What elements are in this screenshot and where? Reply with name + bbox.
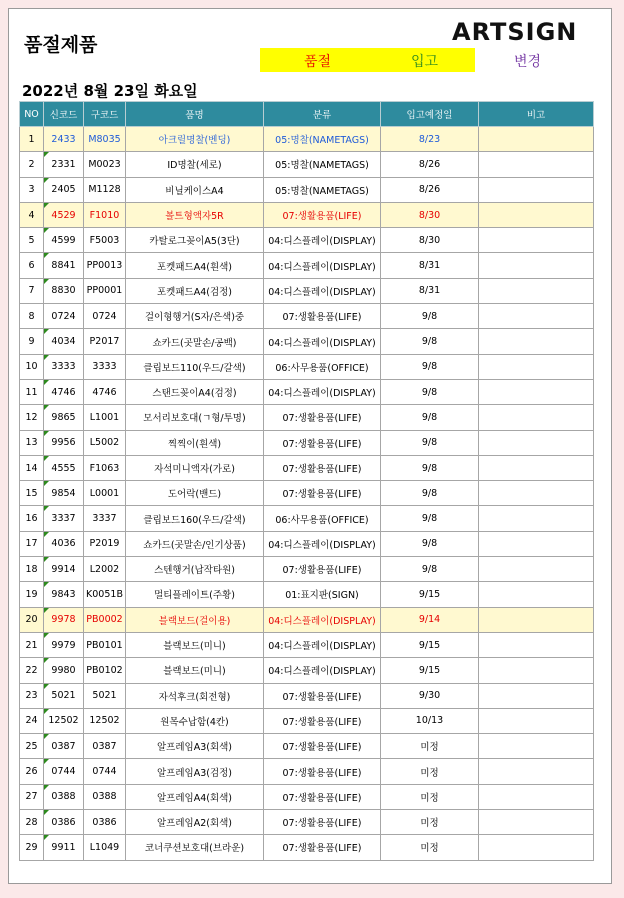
cell-no: 16 bbox=[20, 506, 44, 531]
cell-category: 07:생활용품(LIFE) bbox=[264, 759, 381, 784]
cell-category: 04:디스플레이(DISPLAY) bbox=[264, 379, 381, 404]
cell-category: 06:사무용품(OFFICE) bbox=[264, 354, 381, 379]
col-header-note: 비고 bbox=[479, 102, 594, 127]
cell-old-code: PB0101 bbox=[84, 632, 126, 657]
cell-product-name: 원목수납함(4칸) bbox=[126, 708, 264, 733]
cell-note bbox=[479, 607, 594, 632]
cell-old-code: L0001 bbox=[84, 481, 126, 506]
cell-old-code: 0744 bbox=[84, 759, 126, 784]
cell-note bbox=[479, 405, 594, 430]
cell-eta: 8/31 bbox=[381, 278, 479, 303]
cell-new-code: 0744 bbox=[44, 759, 84, 784]
cell-no: 14 bbox=[20, 455, 44, 480]
cell-old-code: P2019 bbox=[84, 531, 126, 556]
cell-product-name: 알프레임A2(회색) bbox=[126, 810, 264, 835]
cell-old-code: 0388 bbox=[84, 784, 126, 809]
legend-incoming: 입고 bbox=[411, 54, 439, 70]
cell-note bbox=[479, 531, 594, 556]
cell-no: 3 bbox=[20, 177, 44, 202]
cell-old-code: K0051B bbox=[84, 582, 126, 607]
cell-eta: 미정 bbox=[381, 734, 479, 759]
col-header-category: 분류 bbox=[264, 102, 381, 127]
cell-product-name: 알프레임A4(회색) bbox=[126, 784, 264, 809]
cell-eta: 8/23 bbox=[381, 127, 479, 152]
cell-category: 07:생활용품(LIFE) bbox=[264, 405, 381, 430]
cell-no: 18 bbox=[20, 557, 44, 582]
table-row bbox=[20, 405, 594, 430]
cell-product-name: 포켓패드A4(흰색) bbox=[126, 253, 264, 278]
cell-product-name: 멀티플레이트(주황) bbox=[126, 582, 264, 607]
col-header-product-name: 품명 bbox=[126, 102, 264, 127]
cell-category: 07:생활용품(LIFE) bbox=[264, 455, 381, 480]
cell-note bbox=[479, 430, 594, 455]
cell-new-code: 4555 bbox=[44, 455, 84, 480]
table-row bbox=[20, 430, 594, 455]
cell-new-code: 0388 bbox=[44, 784, 84, 809]
cell-category: 04:디스플레이(DISPLAY) bbox=[264, 607, 381, 632]
cell-eta: 9/8 bbox=[381, 506, 479, 531]
cell-note bbox=[479, 202, 594, 227]
cell-note bbox=[479, 734, 594, 759]
cell-new-code: 2331 bbox=[44, 152, 84, 177]
cell-no: 4 bbox=[20, 202, 44, 227]
cell-old-code: M8035 bbox=[84, 127, 126, 152]
cell-eta: 9/30 bbox=[381, 683, 479, 708]
cell-category: 05:명찰(NAMETAGS) bbox=[264, 177, 381, 202]
cell-category: 07:생활용품(LIFE) bbox=[264, 557, 381, 582]
cell-new-code: 3333 bbox=[44, 354, 84, 379]
cell-old-code: L1049 bbox=[84, 835, 126, 860]
cell-eta: 10/13 bbox=[381, 708, 479, 733]
cell-category: 07:생활용품(LIFE) bbox=[264, 202, 381, 227]
cell-old-code: L1001 bbox=[84, 405, 126, 430]
cell-product-name: 블랙보드(걸이용) bbox=[126, 607, 264, 632]
table-row bbox=[20, 734, 594, 759]
cell-old-code: PP0013 bbox=[84, 253, 126, 278]
cell-note bbox=[479, 582, 594, 607]
table-row bbox=[20, 810, 594, 835]
table-row bbox=[20, 455, 594, 480]
cell-old-code: 4746 bbox=[84, 379, 126, 404]
cell-new-code: 9979 bbox=[44, 632, 84, 657]
table-row bbox=[20, 354, 594, 379]
cell-no: 5 bbox=[20, 228, 44, 253]
cell-note bbox=[479, 127, 594, 152]
cell-eta: 미정 bbox=[381, 759, 479, 784]
cell-note bbox=[479, 683, 594, 708]
cell-old-code: 5021 bbox=[84, 683, 126, 708]
cell-no: 17 bbox=[20, 531, 44, 556]
cell-no: 27 bbox=[20, 784, 44, 809]
report-date: 2022년 8월 23일 화요일 bbox=[22, 82, 198, 100]
cell-product-name: 볼트형액자5R bbox=[126, 202, 264, 227]
legend-changed: 변경 bbox=[514, 54, 542, 70]
cell-no: 25 bbox=[20, 734, 44, 759]
table-row bbox=[20, 329, 594, 354]
cell-new-code: 9914 bbox=[44, 557, 84, 582]
cell-old-code: P2017 bbox=[84, 329, 126, 354]
cell-new-code: 5021 bbox=[44, 683, 84, 708]
cell-note bbox=[479, 455, 594, 480]
cell-note bbox=[479, 278, 594, 303]
cell-product-name: 알프레임A3(검정) bbox=[126, 759, 264, 784]
cell-no: 20 bbox=[20, 607, 44, 632]
cell-old-code: F5003 bbox=[84, 228, 126, 253]
table-row bbox=[20, 202, 594, 227]
cell-eta: 미정 bbox=[381, 810, 479, 835]
cell-new-code: 8830 bbox=[44, 278, 84, 303]
cell-note bbox=[479, 481, 594, 506]
cell-no: 10 bbox=[20, 354, 44, 379]
cell-note bbox=[479, 632, 594, 657]
table-row bbox=[20, 379, 594, 404]
cell-category: 07:생활용품(LIFE) bbox=[264, 430, 381, 455]
table-row bbox=[20, 759, 594, 784]
table-row bbox=[20, 127, 594, 152]
table-row bbox=[20, 683, 594, 708]
cell-category: 04:디스플레이(DISPLAY) bbox=[264, 329, 381, 354]
cell-eta: 9/8 bbox=[381, 304, 479, 329]
cell-eta: 8/30 bbox=[381, 228, 479, 253]
cell-no: 13 bbox=[20, 430, 44, 455]
cell-old-code: L5002 bbox=[84, 430, 126, 455]
cell-new-code: 4529 bbox=[44, 202, 84, 227]
cell-new-code: 9865 bbox=[44, 405, 84, 430]
cell-old-code: 0724 bbox=[84, 304, 126, 329]
cell-eta: 8/31 bbox=[381, 253, 479, 278]
table-row bbox=[20, 557, 594, 582]
cell-note bbox=[479, 228, 594, 253]
cell-product-name: 쇼카드(곳말손/공백) bbox=[126, 329, 264, 354]
cell-no: 2 bbox=[20, 152, 44, 177]
table-row bbox=[20, 177, 594, 202]
cell-product-name: 클립보드110(우드/갈색) bbox=[126, 354, 264, 379]
cell-note bbox=[479, 810, 594, 835]
cell-old-code: 0387 bbox=[84, 734, 126, 759]
col-header-eta: 입고예정일 bbox=[381, 102, 479, 127]
cell-product-name: 코너쿠션보호대(브라운) bbox=[126, 835, 264, 860]
cell-new-code: 0387 bbox=[44, 734, 84, 759]
cell-eta: 미정 bbox=[381, 835, 479, 860]
cell-no: 29 bbox=[20, 835, 44, 860]
cell-new-code: 0386 bbox=[44, 810, 84, 835]
table-row bbox=[20, 506, 594, 531]
cell-category: 07:생활용품(LIFE) bbox=[264, 810, 381, 835]
cell-category: 07:생활용품(LIFE) bbox=[264, 784, 381, 809]
cell-product-name: 카탈로그꽂이A5(3단) bbox=[126, 228, 264, 253]
cell-product-name: 알프레임A3(회색) bbox=[126, 734, 264, 759]
cell-product-name: ID명찰(세로) bbox=[126, 152, 264, 177]
table-row bbox=[20, 632, 594, 657]
cell-no: 15 bbox=[20, 481, 44, 506]
cell-product-name: 블랙보드(미니) bbox=[126, 658, 264, 683]
col-header-no: NO bbox=[20, 102, 44, 127]
cell-category: 05:명찰(NAMETAGS) bbox=[264, 152, 381, 177]
cell-old-code: F1010 bbox=[84, 202, 126, 227]
cell-no: 11 bbox=[20, 379, 44, 404]
cell-note bbox=[479, 329, 594, 354]
cell-product-name: 블랙보드(미니) bbox=[126, 632, 264, 657]
cell-new-code: 9843 bbox=[44, 582, 84, 607]
cell-new-code: 9854 bbox=[44, 481, 84, 506]
cell-note bbox=[479, 253, 594, 278]
cell-product-name: 쇼카드(곳말손/인기상품) bbox=[126, 531, 264, 556]
cell-old-code: PP0001 bbox=[84, 278, 126, 303]
cell-note bbox=[479, 354, 594, 379]
cell-old-code: 12502 bbox=[84, 708, 126, 733]
table-row bbox=[20, 835, 594, 860]
cell-old-code: L2002 bbox=[84, 557, 126, 582]
cell-old-code: 3333 bbox=[84, 354, 126, 379]
page-title: 품절제품 bbox=[24, 34, 98, 56]
cell-no: 22 bbox=[20, 658, 44, 683]
cell-no: 19 bbox=[20, 582, 44, 607]
cell-new-code: 9911 bbox=[44, 835, 84, 860]
cell-no: 21 bbox=[20, 632, 44, 657]
cell-note bbox=[479, 379, 594, 404]
cell-no: 8 bbox=[20, 304, 44, 329]
cell-no: 1 bbox=[20, 127, 44, 152]
cell-new-code: 4036 bbox=[44, 531, 84, 556]
cell-no: 24 bbox=[20, 708, 44, 733]
cell-note bbox=[479, 152, 594, 177]
cell-new-code: 4034 bbox=[44, 329, 84, 354]
table-row bbox=[20, 582, 594, 607]
cell-note bbox=[479, 835, 594, 860]
cell-note bbox=[479, 506, 594, 531]
status-legend bbox=[260, 48, 475, 72]
table-row bbox=[20, 607, 594, 632]
cell-note bbox=[479, 177, 594, 202]
table-row bbox=[20, 253, 594, 278]
cell-eta: 8/26 bbox=[381, 177, 479, 202]
cell-eta: 9/8 bbox=[381, 557, 479, 582]
cell-product-name: 포켓패드A4(검정) bbox=[126, 278, 264, 303]
cell-no: 23 bbox=[20, 683, 44, 708]
cell-product-name: 비닐케이스A4 bbox=[126, 177, 264, 202]
cell-category: 06:사무용품(OFFICE) bbox=[264, 506, 381, 531]
cell-product-name: 찍찍이(흰색) bbox=[126, 430, 264, 455]
table-row bbox=[20, 278, 594, 303]
cell-product-name: 도어락(밴드) bbox=[126, 481, 264, 506]
cell-new-code: 4746 bbox=[44, 379, 84, 404]
cell-category: 07:생활용품(LIFE) bbox=[264, 835, 381, 860]
cell-category: 07:생활용품(LIFE) bbox=[264, 734, 381, 759]
table-row bbox=[20, 708, 594, 733]
cell-eta: 9/8 bbox=[381, 405, 479, 430]
cell-old-code: 3337 bbox=[84, 506, 126, 531]
cell-old-code: 0386 bbox=[84, 810, 126, 835]
cell-new-code: 4599 bbox=[44, 228, 84, 253]
cell-old-code: PB0102 bbox=[84, 658, 126, 683]
cell-eta: 9/15 bbox=[381, 632, 479, 657]
cell-note bbox=[479, 304, 594, 329]
cell-note bbox=[479, 759, 594, 784]
cell-new-code: 12502 bbox=[44, 708, 84, 733]
table-row bbox=[20, 784, 594, 809]
cell-no: 28 bbox=[20, 810, 44, 835]
cell-note bbox=[479, 557, 594, 582]
cell-no: 12 bbox=[20, 405, 44, 430]
table-row bbox=[20, 658, 594, 683]
table-row bbox=[20, 304, 594, 329]
col-header-new-code: 신코드 bbox=[44, 102, 84, 127]
table-row bbox=[20, 228, 594, 253]
cell-no: 26 bbox=[20, 759, 44, 784]
cell-eta: 9/8 bbox=[381, 430, 479, 455]
cell-new-code: 9978 bbox=[44, 607, 84, 632]
cell-no: 9 bbox=[20, 329, 44, 354]
cell-category: 05:명찰(NAMETAGS) bbox=[264, 127, 381, 152]
cell-note bbox=[479, 784, 594, 809]
cell-new-code: 3337 bbox=[44, 506, 84, 531]
cell-product-name: 스텐행거(납작타원) bbox=[126, 557, 264, 582]
cell-eta: 9/8 bbox=[381, 531, 479, 556]
cell-eta: 8/26 bbox=[381, 152, 479, 177]
cell-category: 04:디스플레이(DISPLAY) bbox=[264, 658, 381, 683]
cell-eta: 미정 bbox=[381, 784, 479, 809]
cell-note bbox=[479, 658, 594, 683]
soldout-table bbox=[19, 101, 594, 861]
cell-eta: 9/8 bbox=[381, 481, 479, 506]
cell-new-code: 0724 bbox=[44, 304, 84, 329]
artsign-logo: ARTSIGN bbox=[452, 18, 578, 46]
cell-eta: 9/15 bbox=[381, 582, 479, 607]
cell-product-name: 클립보드160(우드/갈색) bbox=[126, 506, 264, 531]
cell-eta: 9/8 bbox=[381, 354, 479, 379]
cell-old-code: PB0002 bbox=[84, 607, 126, 632]
cell-category: 01:표지판(SIGN) bbox=[264, 582, 381, 607]
col-header-old-code: 구코드 bbox=[84, 102, 126, 127]
cell-eta: 9/15 bbox=[381, 658, 479, 683]
cell-category: 07:생활용품(LIFE) bbox=[264, 683, 381, 708]
cell-old-code: M1128 bbox=[84, 177, 126, 202]
cell-category: 07:생활용품(LIFE) bbox=[264, 304, 381, 329]
legend-soldout: 품절 bbox=[304, 54, 332, 70]
cell-category: 07:생활용품(LIFE) bbox=[264, 481, 381, 506]
table-row bbox=[20, 152, 594, 177]
cell-no: 7 bbox=[20, 278, 44, 303]
cell-category: 07:생활용품(LIFE) bbox=[264, 708, 381, 733]
table-row bbox=[20, 531, 594, 556]
cell-new-code: 9980 bbox=[44, 658, 84, 683]
cell-product-name: 자석후크(회전형) bbox=[126, 683, 264, 708]
cell-no: 6 bbox=[20, 253, 44, 278]
cell-category: 04:디스플레이(DISPLAY) bbox=[264, 531, 381, 556]
cell-eta: 8/30 bbox=[381, 202, 479, 227]
cell-new-code: 8841 bbox=[44, 253, 84, 278]
table-row bbox=[20, 481, 594, 506]
cell-product-name: 자석미니액자(가로) bbox=[126, 455, 264, 480]
cell-category: 04:디스플레이(DISPLAY) bbox=[264, 228, 381, 253]
cell-eta: 9/14 bbox=[381, 607, 479, 632]
cell-note bbox=[479, 708, 594, 733]
cell-new-code: 2433 bbox=[44, 127, 84, 152]
cell-product-name: 스탠드꽂이A4(검정) bbox=[126, 379, 264, 404]
cell-product-name: 아크릴명찰(벤딩) bbox=[126, 127, 264, 152]
table-header-row bbox=[20, 102, 594, 127]
cell-category: 04:디스플레이(DISPLAY) bbox=[264, 253, 381, 278]
cell-category: 04:디스플레이(DISPLAY) bbox=[264, 632, 381, 657]
cell-old-code: M0023 bbox=[84, 152, 126, 177]
cell-eta: 9/8 bbox=[381, 379, 479, 404]
cell-product-name: 걸이형행거(S자/은색)중 bbox=[126, 304, 264, 329]
cell-eta: 9/8 bbox=[381, 455, 479, 480]
cell-new-code: 9956 bbox=[44, 430, 84, 455]
cell-old-code: F1063 bbox=[84, 455, 126, 480]
cell-category: 04:디스플레이(DISPLAY) bbox=[264, 278, 381, 303]
cell-new-code: 2405 bbox=[44, 177, 84, 202]
cell-eta: 9/8 bbox=[381, 329, 479, 354]
cell-product-name: 모서리보호대(ㄱ형/투명) bbox=[126, 405, 264, 430]
